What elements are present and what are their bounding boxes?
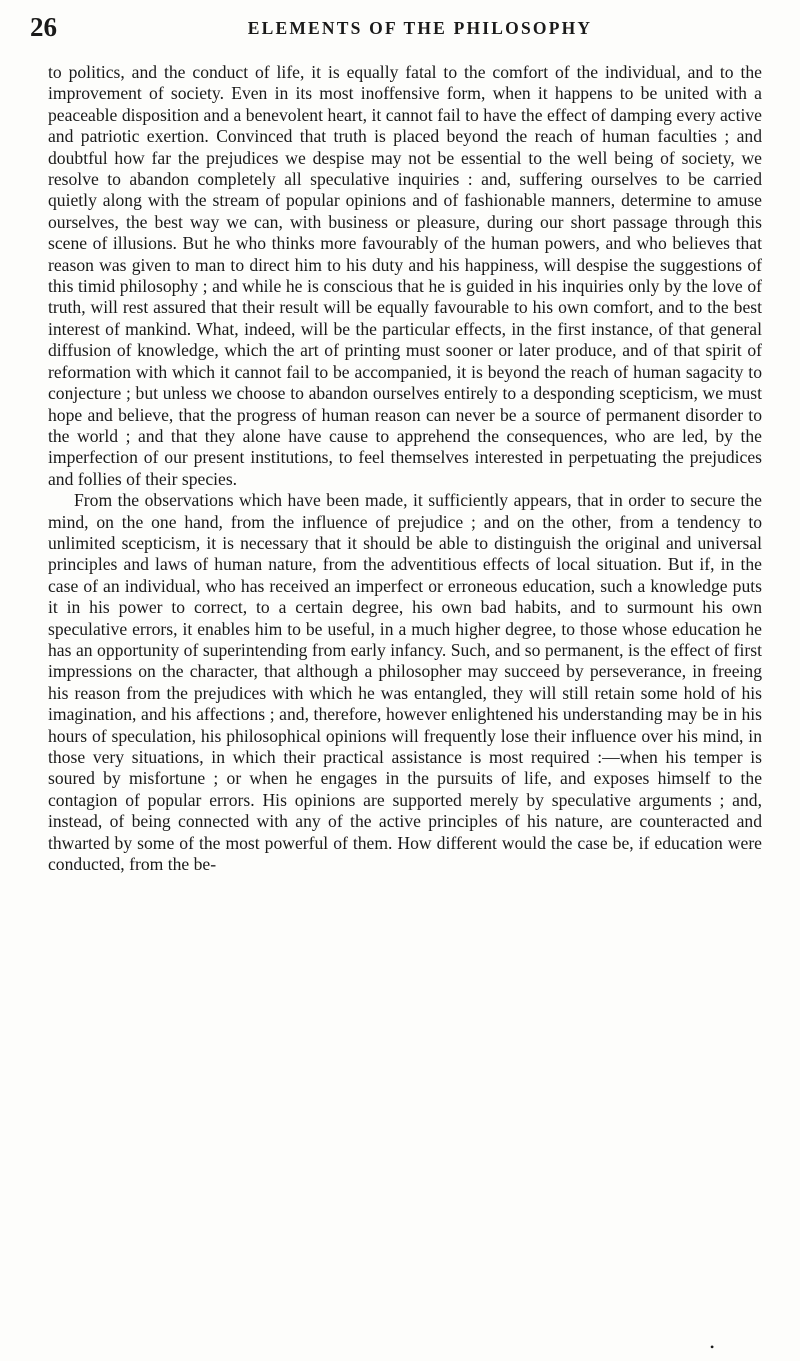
- body-text: [48, 62, 762, 875]
- page-number: 26: [30, 12, 57, 42]
- printer-mark: •: [710, 1340, 715, 1354]
- paragraph: From the observations which have been made, it sufficiently appears, that in order to secure the mind, on the one hand, from the influence of prejudice ; and on the other, from a tendency to unlimited scepticism, it is necessary that it should be able to distinguish the original and universal principles and laws of human nature, from the adventitious effects of local situation. But if, in the case of an individual, who has received an imperfect or erroneous education, such a knowledge puts it in his power to correct, to a certain degree, his own bad habits, and to surmount his own speculative errors, it enables him to be useful, in a much higher degree, to those whose education he has an opportunity of superintending from early infancy. Such, and so permanent, is the effect of first impressions on the character, that although a philosopher may succeed by perseverance, in freeing his reason from the prejudices with which he was entangled, they will still retain some hold of his imagination, and his affections ; and, therefore, however enlightened his understanding may be in his hours of speculation, his philosophical opinions will frequently lose their influence over his mind, in those very situations, in which their practical assistance is most required :—when his temper is soured by misfortune ; or when he engages in the pursuits of life, and exposes himself to the contagion of popular errors. His opinions are supported merely by speculative arguments ; and, instead, of being connected with any of the active principles of his nature, are counteracted and thwarted by some of the most powerful of them. How different would the case be, if education were conducted, from the be-: [48, 490, 762, 875]
- running-title: ELEMENTS OF THE PHILOSOPHY: [247, 18, 593, 38]
- paragraph: to politics, and the conduct of life, it is equally fatal to the comfort of the individual, and to the improvement of society. Even in its most inoffensive form, when it happens to be united with a peaceable disposition and a benevolent heart, it cannot fail to have the effect of damping every active and patriotic exertion. Convinced that truth is placed beyond the reach of human faculties ; and doubtful how far the prejudices we despise may not be essential to the well being of society, we resolve to abandon completely all speculative inquiries : and, suffering ourselves to be carried quietly along with the stream of popular opinions and of fashionable manners, determine to amuse ourselves, the best way we can, with business or pleasure, during our short passage through this scene of illusions. But he who thinks more favourably of the human powers, and who believes that reason was given to man to direct him to his duty and his happiness, will despise the suggestions of this timid philosophy ; and while he is conscious that he is guided in his inquiries only by the love of truth, will rest assured that their result will be equally favourable to his own comfort, and to the best interest of mankind. What, indeed, will be the particular effects, in the first instance, of that general diffusion of knowledge, which the art of printing must sooner or later produce, and of that spirit of reformation with which it cannot fail to be accompanied, it is beyond the reach of human sagacity to conjecture ; but unless we choose to abandon ourselves entirely to a desponding scepticism, we must hope and believe, that the progress of human reason can never be a source of permanent disorder to the world ; and that they alone have cause to apprehend the consequences, who are led, by the imperfection of our present institutions, to feel themselves interested in perpetuating the prejudices and follies of their species.: [48, 62, 762, 489]
